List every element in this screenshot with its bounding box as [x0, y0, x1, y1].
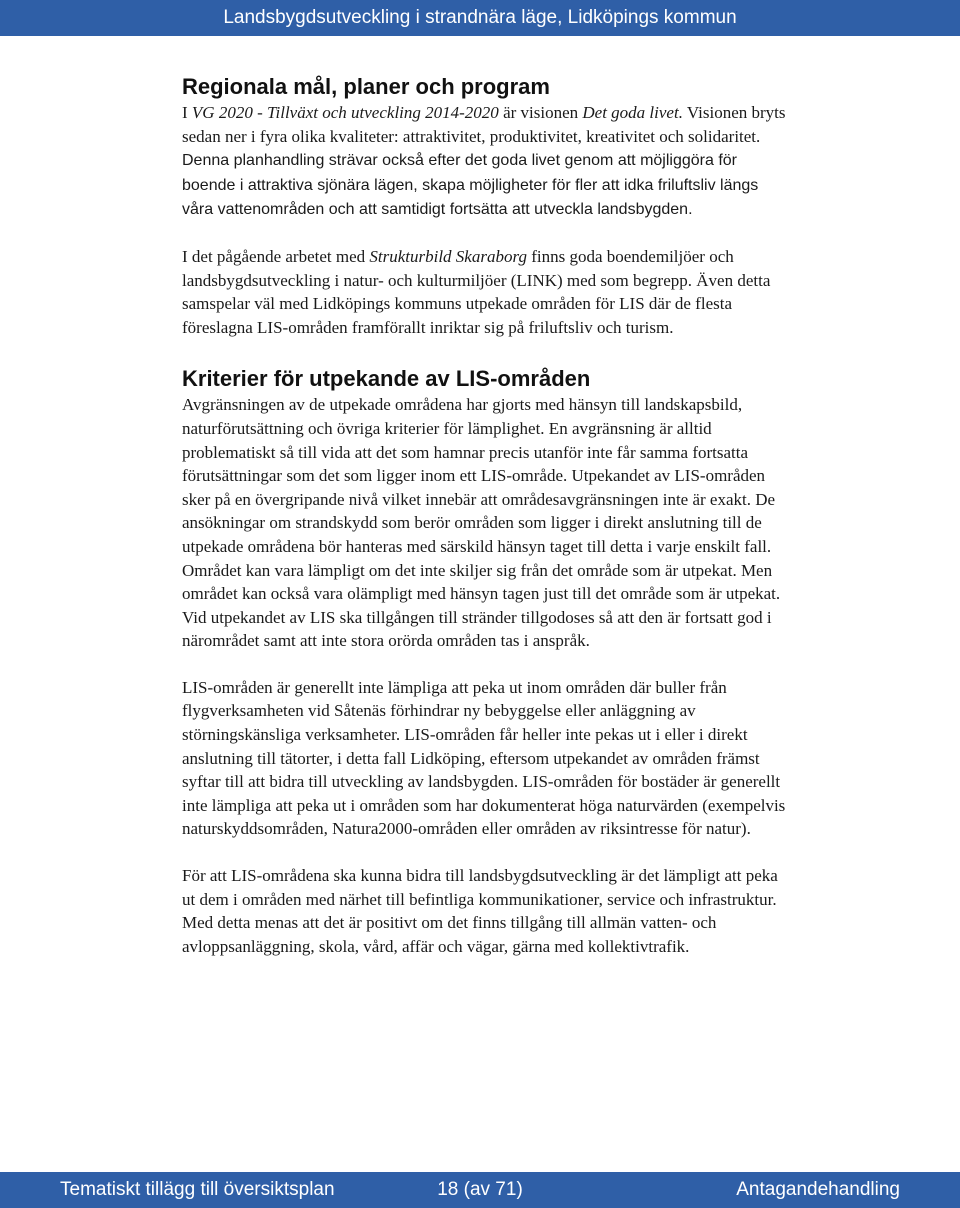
text-run-sans: Denna planhandling strävar också efter det goda livet genom att möjliggöra för boende i attraktiva sjönära lägen, skapa möjligheter för fler att idka friluftsliv längs våra vattenområden och att samtidigt fortsätta att utveckla landsbygden. [182, 152, 759, 219]
section-spacer [182, 339, 792, 366]
paragraph-landsbygdsutveckling: För att LIS-områdena ska kunna bidra till landsbygdsutveckling är det lämpligt att peka ut dem i områden med närhet till befintliga kommunikationer, service och infrastruktur. Med detta menas att det är positivt om det finns tillgång till allmän vatten- och avloppsanläggning, skola, vård, affär och vägar, gärna med kollektivtrafik. [182, 866, 778, 956]
italic-title-strukturbild: Strukturbild Skaraborg [369, 246, 527, 266]
text-run: I [182, 103, 192, 122]
paragraph-vision [182, 101, 792, 222]
text-run: är visionen [498, 103, 583, 122]
footer-document-title: Tematiskt tillägg till översiktsplan [60, 1179, 335, 1200]
paragraph-avgransning: Avgränsningen av de utpekade områdena har gjorts med hänsyn till landskapsbild, naturförutsättning och övriga kriterier för lämplighet. En avgränsning är alltid problematiskt så till vida att det som hamnar precis utanför inte får samma fortsatta förutsättningar som det som ligger inom ett LIS-område. Utpekandet av LIS-områden sker på en övergripande nivå vilket innebär att områdesavgränsningen inte är exakt. De ansökningar om strandskydd som berör områden som ligger i direkt anslutning till de utpekade områdena bör hanteras med särskild hänsyn taget till detta i varje enskilt fall. Området kan vara lämpligt om det inte skiljer sig från det område som är utpekat. Men området kan också vara olämpligt med hänsyn tagen just till det område som är utpekat. Vid utpekandet av LIS ska tillgången till stränder tillgodoses så att den är fortsatt god i närområdet samt att inte stora orörda områden tas i anspråk. [182, 395, 781, 651]
footer-status: Antagandehandling [736, 1179, 900, 1200]
page-footer [0, 1172, 960, 1208]
section-heading-kriterier: Kriterier för utpekande av LIS-områden [182, 366, 591, 392]
paragraph-lis-olampliga: LIS-områden är generellt inte lämpliga att peka ut inom områden där buller från flygverksamheten vid Såtenäs förhindrar ny bebyggelse eller anläggning av störningskänsliga verksamheter. LIS-områden får heller inte pekas ut i eller i direkt anslutning till tätorter, i detta fall Lidköping, eftersom utpekandet av områden främst syftar till att bidra till utveckling av landsbygden. LIS-områden för bostäder är generellt inte lämpliga att peka ut i områden som har dokumenterat höga naturvärden (exempelvis naturskyddsområden, Natura2000-områden eller områden av riksintresse för natur). [182, 677, 786, 839]
header-title: Landsbygdsutveckling i strandnära läge, Lidköpings kommun [223, 7, 737, 28]
page-header [0, 0, 960, 36]
paragraph-strukturbild [182, 245, 792, 339]
section-heading-regional: Regionala mål, planer och program [182, 74, 550, 99]
italic-title-vg2020: VG 2020 - Tillväxt och utveckling 2014-2020 [191, 103, 499, 122]
text-run: finns goda boendemiljöer och landsbygdsutveckling i natur- och kulturmiljöer (LINK) med som begrepp. Även detta samspelar väl med Lidköpings kommuns utpekade områden för LIS där de flesta föreslagna LIS-områden framförallt inriktar sig på friluftsliv och turism. [182, 246, 771, 337]
italic-title-det-goda-livet: Det goda livet. [582, 103, 683, 122]
text-run: I det pågående arbetet med [182, 246, 370, 266]
text-run: Visionen bryts sedan ner i fyra olika kvaliteter: attraktivitet, produktivitet, kreativitet och solidaritet. [182, 103, 786, 146]
footer-page-number: 18 (av 71) [437, 1179, 523, 1200]
page-content [182, 74, 792, 958]
